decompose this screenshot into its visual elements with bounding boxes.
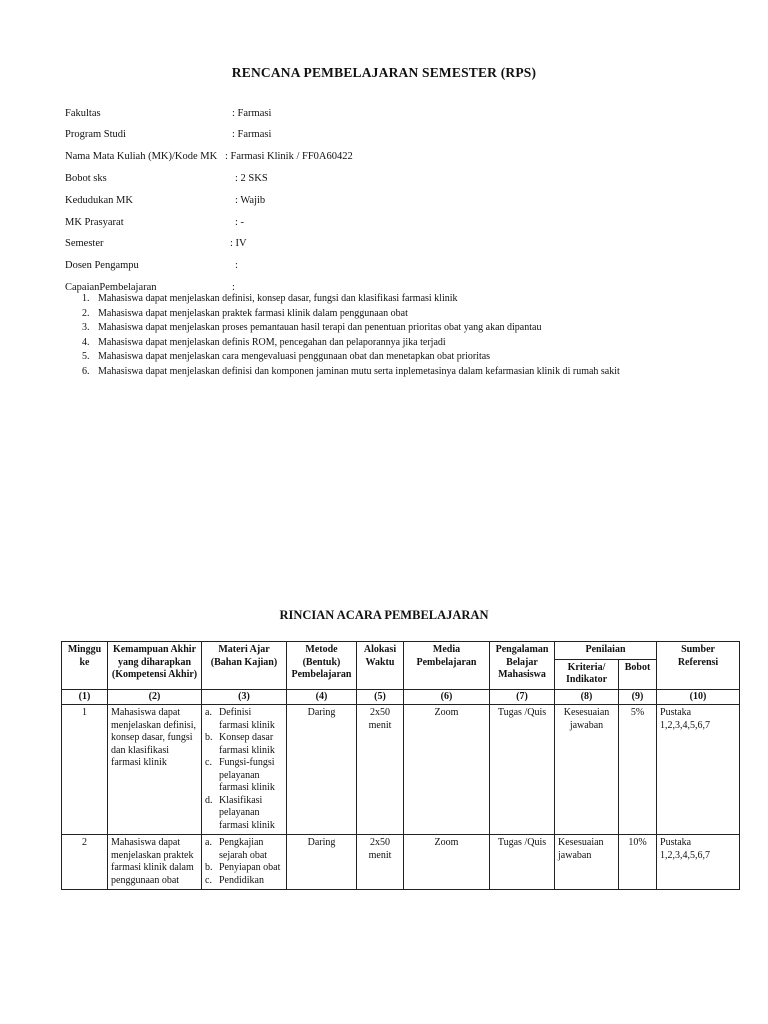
materi-marker: b. xyxy=(205,862,213,873)
cell-media: Zoom xyxy=(404,705,490,835)
materi-item xyxy=(205,732,283,757)
column-number: (4) xyxy=(287,689,357,705)
item-text: Mahasiswa dapat menjelaskan proses pemantauan hasil terapi dan penentuan prioritas obat yang akan dipantau xyxy=(98,322,542,333)
item-number: 1. xyxy=(82,293,90,304)
header-kemampuan: Kemampuan Akhir yang diharapkan (Kompetensi Akhir) xyxy=(108,642,202,690)
cell-pengalaman: Tugas /Quis xyxy=(490,705,555,835)
cell-minggu: 1 xyxy=(62,705,108,835)
materi-text: Klasifikasi pelayanan farmasi klinik xyxy=(219,794,275,831)
column-number: (5) xyxy=(357,689,404,705)
info-row-mk-prasyarat xyxy=(65,216,665,230)
cell-kemampuan: Mahasiswa dapat menjelaskan definisi, konsep dasar, fungsi dan klasifikasi farmasi klinik xyxy=(108,705,202,835)
materi-text: Definisi farmasi klinik xyxy=(219,707,275,731)
info-label: MK Prasyarat xyxy=(65,217,124,228)
info-row-fakultas xyxy=(65,107,665,121)
cell-kriteria: Kesesuaian jawaban xyxy=(555,705,619,835)
materi-text: Pendidikan xyxy=(219,874,264,886)
info-value: : xyxy=(235,260,238,271)
materi-marker: a. xyxy=(205,707,212,718)
header-penilaian: Penilaian xyxy=(555,642,657,660)
info-label: Kedudukan MK xyxy=(65,195,133,206)
header-metode: Metode (Bentuk) Pembelajaran xyxy=(287,642,357,690)
item-number: 2. xyxy=(82,307,90,319)
table-row xyxy=(62,705,740,835)
column-number: (10) xyxy=(657,689,740,705)
table-row xyxy=(62,835,740,890)
column-number: (6) xyxy=(404,689,490,705)
schedule-table xyxy=(61,641,740,890)
materi-marker: a. xyxy=(205,837,212,848)
materi-marker: d. xyxy=(205,794,213,806)
header-minggu: Minggu ke xyxy=(62,642,108,690)
list-item xyxy=(82,336,620,351)
list-item xyxy=(82,307,620,322)
column-number: (9) xyxy=(619,689,657,705)
cell-alokasi: 2x50 menit xyxy=(357,705,404,835)
cell-sumber: Pustaka 1,2,3,4,5,6,7 xyxy=(657,705,740,835)
header-row xyxy=(62,642,740,660)
cell-materi xyxy=(202,835,287,890)
info-label: Semester xyxy=(65,238,104,249)
info-value: : IV xyxy=(230,238,247,249)
materi-marker: b. xyxy=(205,732,213,743)
materi-text: Konsep dasar farmasi klinik xyxy=(219,732,275,756)
info-value: : xyxy=(232,282,235,293)
info-row-program-studi xyxy=(65,128,665,142)
header-media: Media Pembelajaran xyxy=(404,642,490,690)
info-value: : Farmasi xyxy=(232,108,272,119)
info-label: Nama Mata Kuliah (MK)/Kode MK xyxy=(65,151,218,162)
cell-materi xyxy=(202,705,287,835)
info-row-mata-kuliah xyxy=(65,150,665,164)
info-value: : Wajib xyxy=(235,195,266,206)
item-text: Mahasiswa dapat menjelaskan cara mengevaluasi penggunaan obat dan menetapkan obat prioritas xyxy=(98,351,491,362)
learning-outcomes-list xyxy=(82,292,620,379)
materi-item xyxy=(205,707,283,732)
cell-pengalaman: Tugas /Quis xyxy=(490,835,555,890)
item-text: Mahasiswa dapat menjelaskan praktek farmasi klinik dalam penggunaan obat xyxy=(98,307,408,319)
materi-text: Penyiapan obat xyxy=(219,862,281,873)
materi-marker: c. xyxy=(205,757,212,768)
materi-text: Pengkajian sejarah obat xyxy=(219,837,268,861)
column-number: (2) xyxy=(108,689,202,705)
column-number-row xyxy=(62,689,740,705)
cell-alokasi: 2x50 menit xyxy=(357,835,404,890)
item-text: Mahasiswa dapat menjelaskan definisi dan komponen jaminan mutu serta inplemetasinya dalam kefarmasian klinik di rumah sakit xyxy=(98,365,620,377)
column-number: (8) xyxy=(555,689,619,705)
info-value: : Farmasi xyxy=(232,129,272,140)
cell-metode: Daring xyxy=(287,835,357,890)
cell-kemampuan: Mahasiswa dapat menjelaskan praktek farmasi klinik dalam penggunaan obat xyxy=(108,835,202,890)
item-number: 3. xyxy=(82,322,90,333)
cell-minggu: 2 xyxy=(62,835,108,890)
cell-media: Zoom xyxy=(404,835,490,890)
column-number: (7) xyxy=(490,689,555,705)
materi-item xyxy=(205,862,283,875)
header-bobot: Bobot xyxy=(619,659,657,689)
materi-list xyxy=(205,707,283,832)
item-text: Mahasiswa dapat menjelaskan definis ROM, pencegahan dan pelaporannya jika terjadi xyxy=(98,336,446,348)
info-value: : Farmasi Klinik / FF0A60422 xyxy=(225,151,353,162)
materi-item xyxy=(205,837,283,862)
item-number: 5. xyxy=(82,351,90,362)
materi-text: Fungsi-fungsi pelayanan farmasi klinik xyxy=(219,757,275,793)
materi-marker: c. xyxy=(205,874,212,886)
header-materi: Materi Ajar (Bahan Kajian) xyxy=(202,642,287,690)
item-number: 4. xyxy=(82,336,90,348)
materi-item xyxy=(205,795,283,833)
list-item xyxy=(82,321,620,336)
info-label: Fakultas xyxy=(65,108,101,119)
info-label: Dosen Pengampu xyxy=(65,260,139,271)
header-kriteria: Kriteria/ Indikator xyxy=(555,659,619,689)
page-title: RENCANA PEMBELAJARAN SEMESTER (RPS) xyxy=(231,65,537,80)
column-number: (1) xyxy=(62,689,108,705)
materi-item xyxy=(205,757,283,795)
list-item xyxy=(82,365,620,380)
info-label: Bobot sks xyxy=(65,173,107,184)
info-value: : - xyxy=(235,217,245,228)
cell-bobot: 10% xyxy=(619,835,657,890)
column-number: (3) xyxy=(202,689,287,705)
cell-kriteria: Kesesuaian jawaban xyxy=(555,835,619,890)
header-sumber: Sumber Referensi xyxy=(657,642,740,690)
info-label: Program Studi xyxy=(65,129,126,140)
cell-metode: Daring xyxy=(287,705,357,835)
cell-sumber: Pustaka 1,2,3,4,5,6,7 xyxy=(657,835,740,890)
info-value: : 2 SKS xyxy=(235,173,268,184)
info-row-kedudukan-mk xyxy=(65,194,665,208)
section-title: RINCIAN ACARA PEMBELAJARAN xyxy=(279,608,489,622)
item-text: Mahasiswa dapat menjelaskan definisi, konsep dasar, fungsi dan klasifikasi farmasi klinik xyxy=(98,293,458,304)
info-row-dosen-pengampu xyxy=(65,259,665,273)
info-row-bobot-sks xyxy=(65,172,665,186)
list-item xyxy=(82,292,620,307)
cell-bobot: 5% xyxy=(619,705,657,835)
info-row-semester xyxy=(65,237,665,251)
header-alokasi: Alokasi Waktu xyxy=(357,642,404,690)
header-pengalaman: Pengalaman Belajar Mahasiswa xyxy=(490,642,555,690)
item-number: 6. xyxy=(82,365,90,377)
materi-item xyxy=(205,875,283,888)
materi-list xyxy=(205,837,283,887)
list-item xyxy=(82,350,620,365)
info-label: CapaianPembelajaran xyxy=(65,282,157,293)
